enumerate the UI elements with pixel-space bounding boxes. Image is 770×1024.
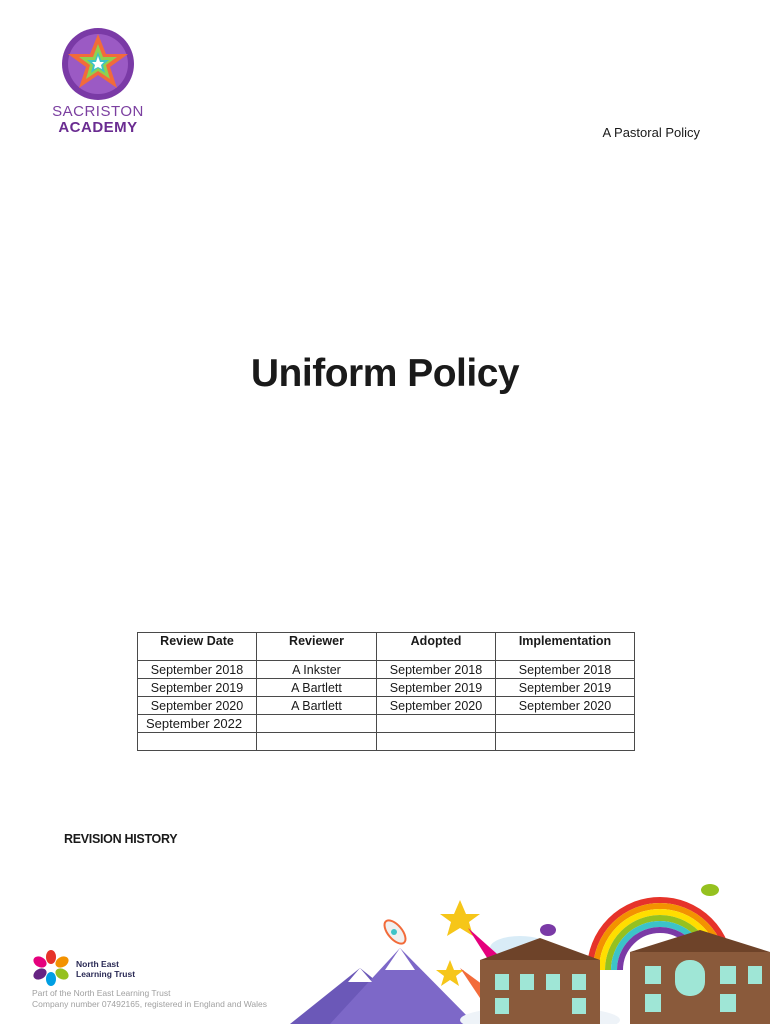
table-cell (377, 715, 496, 733)
table-cell: September 2018 (138, 661, 257, 679)
review-table (137, 632, 635, 751)
document-title: Uniform Policy (250, 352, 520, 395)
footer-line2: Company number 07492165, registered in England and Wales (32, 999, 267, 1009)
table-cell (496, 733, 635, 751)
table-row (138, 697, 635, 715)
flower-logo-icon (32, 950, 70, 986)
header-reviewer: Reviewer (257, 633, 377, 661)
header-implementation: Implementation (496, 633, 635, 661)
academy-logo (44, 26, 154, 136)
table-row (138, 679, 635, 697)
table-row (138, 715, 635, 733)
table-row (138, 733, 635, 751)
table-cell (496, 715, 635, 733)
table-cell: A Bartlett (257, 679, 377, 697)
table-cell: September 2018 (496, 661, 635, 679)
document-subtitle: A Pastoral Policy (602, 125, 700, 140)
table-cell (257, 733, 377, 751)
table-row (138, 661, 635, 679)
table-cell: September 2020 (377, 697, 496, 715)
table-cell: September 2018 (377, 661, 496, 679)
star-logo-icon (56, 26, 140, 102)
school-rainbow-illustration (290, 870, 770, 1024)
table-cell: A Inkster (257, 661, 377, 679)
footer-line1: Part of the North East Learning Trust (32, 988, 171, 998)
trust-logo (32, 950, 136, 991)
logo-text-line1: SACRISTON (52, 103, 144, 120)
table-cell (257, 715, 377, 733)
table-cell: A Bartlett (257, 697, 377, 715)
table-cell (138, 733, 257, 751)
trust-name-line1: North East (76, 959, 119, 969)
header-review-date: Review Date (138, 633, 257, 661)
table-cell: September 2019 (496, 679, 635, 697)
trust-name-line2: Learning Trust (76, 969, 136, 979)
table-cell: September 2022 (138, 715, 257, 733)
table-cell: September 2019 (377, 679, 496, 697)
logo-text-line2: ACADEMY (58, 119, 138, 136)
table-cell: September 2019 (138, 679, 257, 697)
table-cell: September 2020 (138, 697, 257, 715)
revision-history-heading: REVISION HISTORY (64, 832, 178, 846)
footer (32, 988, 267, 1010)
table-header-row (138, 633, 635, 661)
header-adopted: Adopted (377, 633, 496, 661)
table-cell (377, 733, 496, 751)
table-cell: September 2020 (496, 697, 635, 715)
